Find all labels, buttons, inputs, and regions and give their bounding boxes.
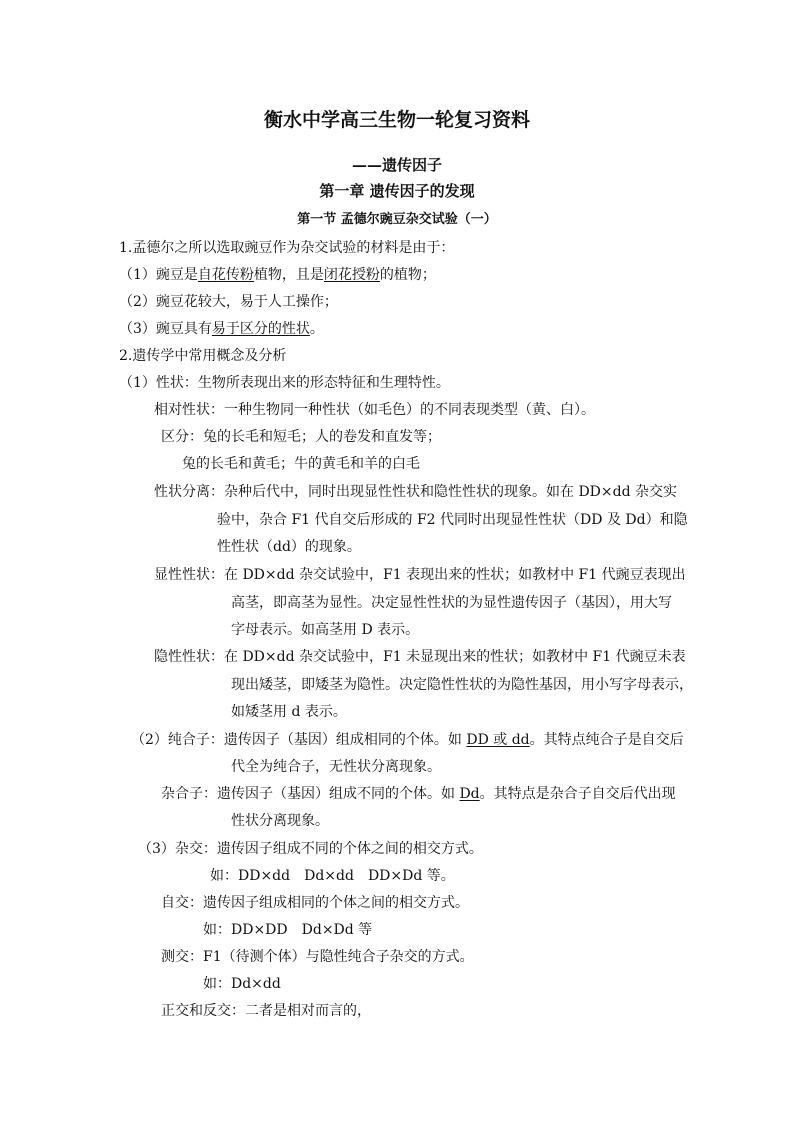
trait-definition: （1）性状：生物所表现出来的形态特征和生理特性。: [119, 375, 450, 391]
self-cross-example: 如：DD×DD Dd×Dd 等: [203, 922, 373, 938]
q1-item-2: （2）豌豆花较大，易于人工操作；: [119, 294, 338, 310]
q1-item-3: [119, 320, 324, 338]
chapter-heading: 第一章 遗传因子的发现: [319, 182, 475, 200]
segregation-line-1: 性状分离：杂种后代中，同时出现显性性状和隐性性状的现象。如在 DD×dd 杂交实: [154, 484, 678, 500]
dominant-line-2: 高茎，即高茎为显性。决定显性性状的为显性遗传因子（基因），用大写: [231, 595, 672, 611]
homozygote-line-1: [131, 731, 684, 749]
cross-definition: （3）杂交：遗传因子组成不同的个体之间的相交方式。: [138, 841, 483, 857]
q1-item-3-text-a: （3）豌豆具有: [119, 321, 212, 337]
q1-item-1-text-a: （1）豌豆是: [119, 267, 198, 283]
test-cross-example: 如：Dd×dd: [203, 976, 281, 992]
q1-item-3-underline: 易于区分的性状: [211, 321, 310, 337]
relative-trait-definition: 相对性状：一种生物同一种性状（如毛色）的不同表现类型（黄、白）。: [154, 402, 595, 418]
q1-item-1-underline-1: 自花传粉: [197, 267, 254, 283]
q1-item-1: [119, 266, 436, 284]
q2-intro: 2.遗传学中常用概念及分析: [119, 348, 287, 364]
distinguish-line-2: 兔的长毛和黄毛；牛的黄毛和羊的白毛: [182, 456, 420, 472]
homozygote-text-a: （2）纯合子：遗传因子（基因）组成相同的个体。如: [131, 732, 467, 748]
recessive-line-3: 如矮茎用 d 表示。: [231, 704, 347, 720]
reciprocal-cross-definition: 正交和反交：二者是相对而言的，: [161, 1003, 371, 1019]
distinguish-line-1: 区分：兔的长毛和短毛；人的卷发和直发等；: [161, 429, 441, 445]
homozygote-underline: DD 或 dd: [466, 732, 530, 748]
homozygote-text-b: 。其特点纯合子是自交后: [529, 732, 684, 748]
section-heading: 第一节 孟德尔豌豆杂交试验（一）: [297, 212, 497, 227]
segregation-line-3: 性性状（dd）的现象。: [217, 539, 361, 555]
heterozygote-line-2: 性状分离现象。: [231, 813, 329, 829]
recessive-line-2: 现出矮茎，即矮茎为隐性。决定隐性性状的为隐性基因，用小写字母表示，: [231, 677, 693, 693]
heterozygote-text-b: 。其特点是杂合子自交后代出现: [479, 786, 676, 802]
heterozygote-underline: Dd: [459, 786, 480, 802]
heterozygote-line-1: [161, 785, 676, 803]
self-cross-definition: 自交：遗传因子组成相同的个体之间的相交方式。: [161, 895, 469, 911]
homozygote-line-2: 代全为纯合子，无性状分离现象。: [231, 759, 441, 775]
test-cross-definition: 测交：F1（待测个体）与隐性纯合子杂交的方式。: [161, 949, 474, 965]
q1-intro: 1.孟德尔之所以选取豌豆作为杂交试验的材料是由于：: [119, 240, 455, 256]
q1-item-1-underline-2: 闭花授粉: [323, 267, 380, 283]
document-subtitle: ——遗传因子: [351, 156, 442, 174]
q1-item-3-text-b: 。: [309, 321, 324, 337]
recessive-line-1: 隐性性状：在 DD×dd 杂交试验中，F1 未显现出来的性状；如教材中 F1 代豌豆未表: [154, 649, 686, 665]
q1-item-1-text-b: 植物，且是: [253, 267, 324, 283]
q1-item-1-text-c: 的植物；: [379, 267, 436, 283]
cross-example: 如：DD×dd Dd×dd DD×Dd 等。: [210, 868, 455, 884]
segregation-line-2: 验中，杂合 F1 代自交后形成的 F2 代同时出现显性性状（DD 及 Dd）和隐: [217, 512, 688, 528]
dominant-line-3: 字母表示。如高茎用 D 表示。: [231, 622, 420, 638]
heterozygote-text-a: 杂合子：遗传因子（基因）组成不同的个体。如: [161, 786, 460, 802]
dominant-line-1: 显性性状：在 DD×dd 杂交试验中，F1 表现出来的性状；如教材中 F1 代豌豆表现出: [154, 567, 686, 583]
document-title: 衡水中学高三生物一轮复习资料: [263, 109, 530, 131]
